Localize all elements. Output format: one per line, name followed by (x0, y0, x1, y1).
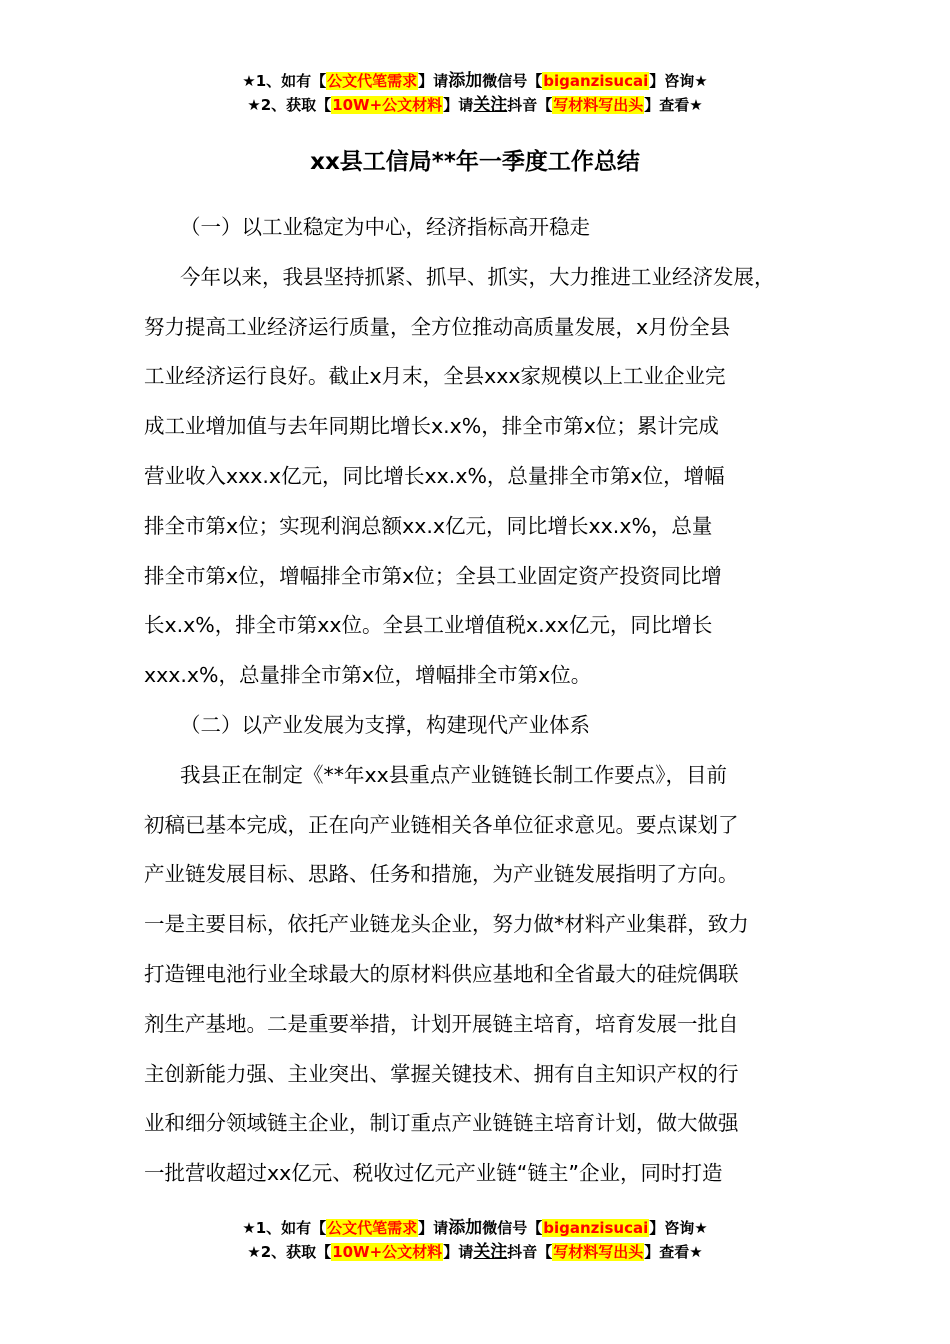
promo-text: ★1、如有【 (242, 1219, 327, 1237)
promo-highlight: 公文代笔需求 (327, 72, 418, 90)
paragraph-line: 长x.x%，排全市第xx位。全县工业增值税x.xx亿元，同比增长 (144, 613, 713, 638)
promo-text: 】咨询★ (649, 72, 708, 90)
promo-line-2 (0, 93, 950, 117)
promo-text: 】请 (443, 96, 474, 114)
promo-text: 】查看★ (644, 96, 703, 114)
promo-text: ★1、如有【 (242, 72, 327, 90)
promo-text: 】请 (418, 1219, 449, 1237)
promo-douyin-id: 写材料写出头 (553, 96, 644, 114)
promo-text: 抖音【 (507, 96, 553, 114)
paragraph-line: 营业收入xxx.x亿元，同比增长xx.x%，总量排全市第x位，增幅 (144, 463, 725, 488)
paragraph-line: 努力提高工业经济运行质量，全方位推动高质量发展，x月份全县 (144, 314, 731, 339)
paragraph-line: 一批营收超过xx亿元、税收过亿元产业链“链主”企业，同时打造 (144, 1161, 723, 1186)
promo-emphasis: 关注 (473, 1242, 508, 1262)
paragraph-line: 排全市第x位，增幅排全市第x位；全县工业固定资产投资同比增 (144, 563, 722, 588)
header-promo-banner (0, 69, 950, 117)
promo-wechat-id: biganzisucai (543, 72, 649, 90)
promo-emphasis: 关注 (473, 95, 508, 115)
paragraph-line: 打造锂电池行业全球最大的原材料供应基地和全省最大的硅烷偶联 (144, 961, 739, 986)
paragraph-line: 业和细分领域链主企业，制订重点产业链链主培育计划，做大做强 (144, 1111, 739, 1136)
promo-highlight: 10W+公文材料 (332, 1243, 443, 1261)
footer-promo-banner (0, 1216, 950, 1264)
promo-line-1 (0, 69, 950, 93)
paragraph-line: 一是主要目标，依托产业链龙头企业，努力做*材料产业集群，致力 (144, 912, 749, 937)
paragraph-line: 我县正在制定《**年xx县重点产业链链长制工作要点》，目前 (180, 762, 728, 787)
paragraph-line: 产业链发展目标、思路、任务和措施，为产业链发展指明了方向。 (144, 862, 739, 887)
promo-text: 】请 (443, 1243, 474, 1261)
promo-emphasis: 添加 (448, 1218, 483, 1238)
promo-highlight: 公文代笔需求 (327, 1219, 418, 1237)
promo-text: 】咨询★ (649, 1219, 708, 1237)
promo-text: ★2、获取【 (247, 1243, 332, 1261)
promo-text: 抖音【 (507, 1243, 553, 1261)
promo-text: 微信号【 (482, 72, 543, 90)
paragraph-line: 工业经济运行良好。截止x月末，全县xxx家规模以上工业企业完 (144, 364, 726, 389)
promo-text: ★2、获取【 (247, 96, 332, 114)
paragraph-line: 剂生产基地。二是重要举措，计划开展链主培育，培育发展一批自 (144, 1011, 739, 1036)
paragraph-line: 排全市第x位；实现利润总额xx.x亿元，同比增长xx.x%，总量 (144, 513, 713, 538)
promo-douyin-id: 写材料写出头 (553, 1243, 644, 1261)
promo-wechat-id: biganzisucai (543, 1219, 649, 1237)
document-body (144, 203, 824, 1199)
section-heading: （二）以产业发展为支撑，构建现代产业体系 (180, 712, 590, 737)
promo-text: 微信号【 (482, 1219, 543, 1237)
paragraph-line: 初稿已基本完成，正在向产业链相关各单位征求意见。要点谋划了 (144, 812, 739, 837)
document-title: xx县工信局**年一季度工作总结 (310, 149, 640, 175)
section-heading: （一）以工业稳定为中心，经济指标高开稳走 (180, 215, 590, 239)
paragraph-line: 主创新能力强、主业突出、掌握关键技术、拥有自主知识产权的行 (144, 1061, 739, 1086)
promo-text: 】请 (418, 72, 449, 90)
paragraph-line: 成工业增加值与去年同期比增长x.x%，排全市第x位；累计完成 (144, 414, 719, 439)
promo-line-1 (0, 1216, 950, 1240)
promo-text: 】查看★ (644, 1243, 703, 1261)
promo-line-2 (0, 1240, 950, 1264)
promo-highlight: 10W+公文材料 (332, 96, 443, 114)
promo-emphasis: 添加 (448, 71, 483, 91)
paragraph-line: xxx.x%，总量排全市第x位，增幅排全市第x位。 (144, 663, 592, 688)
paragraph-line: 今年以来，我县坚持抓紧、抓早、抓实，大力推进工业经济发展， (180, 264, 775, 289)
